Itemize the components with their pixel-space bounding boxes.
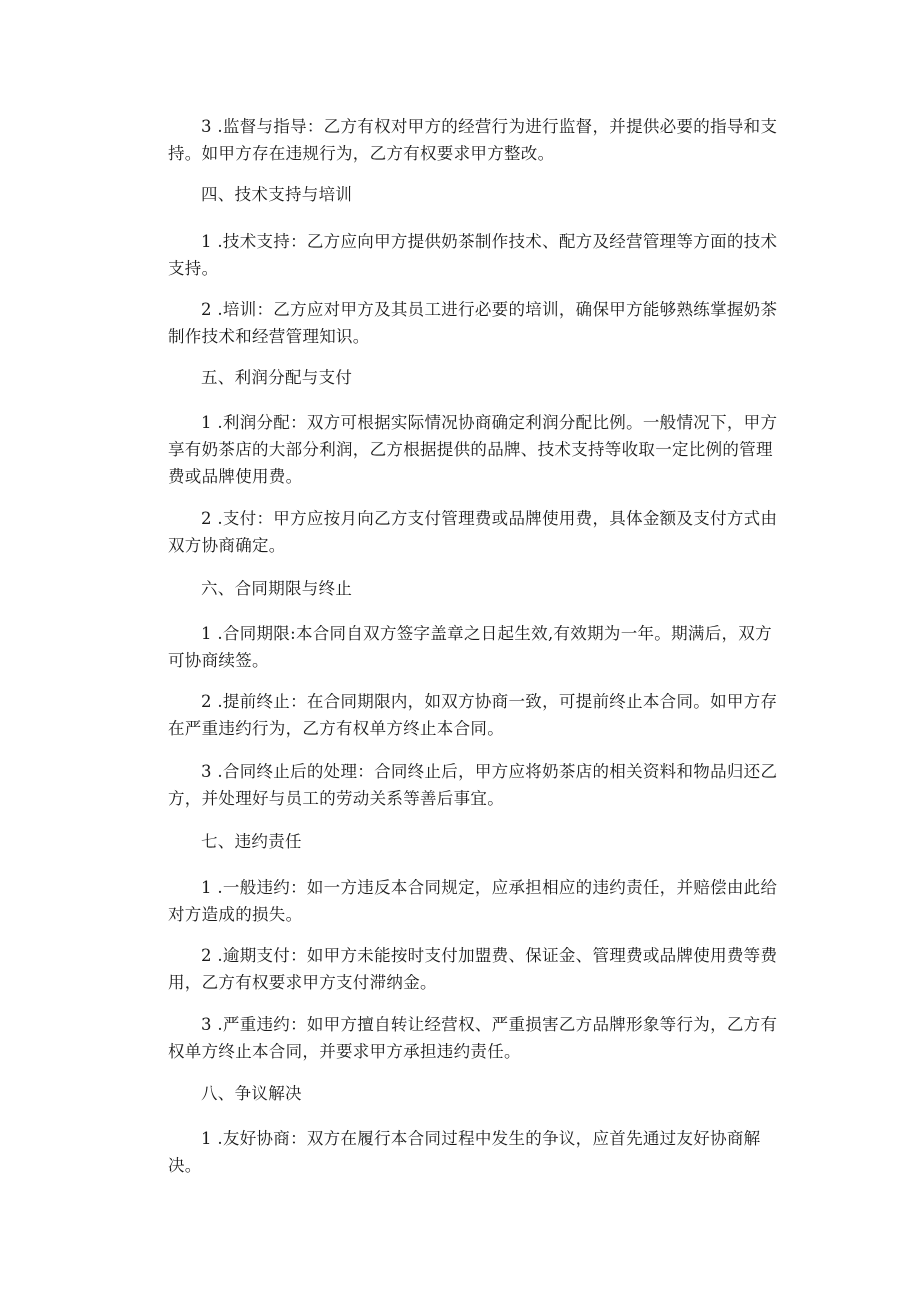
clause-paragraph: 3 .严重违约：如甲方擅自转让经营权、严重损害乙方品牌形象等行为，乙方有权单方终止本合同，并要求甲方承担违约责任。 — [168, 1015, 778, 1061]
clause-paragraph: 3 .合同终止后的处理：合同终止后，甲方应将奶茶店的相关资料和物品归还乙方，并处理好与员工的劳动关系等善后事宜。 — [168, 762, 778, 808]
clause-paragraph: 2 .支付：甲方应按月向乙方支付管理费或品牌使用费，具体金额及支付方式由双方协商确定。 — [168, 509, 778, 555]
clause-paragraph: 1 .利润分配：双方可根据实际情况协商确定利润分配比例。一般情况下，甲方享有奶茶店的大部分利润，乙方根据提供的品牌、技术支持等收取一定比例的管理费或品牌使用费。 — [168, 413, 778, 486]
clause-paragraph: 2 .提前终止：在合同期限内，如双方协商一致，可提前终止本合同。如甲方存在严重违约行为，乙方有权单方终止本合同。 — [168, 692, 778, 738]
clause-paragraph: 2 .逾期支付：如甲方未能按时支付加盟费、保证金、管理费或品牌使用费等费用，乙方有权要求甲方支付滞纳金。 — [168, 946, 778, 992]
section-heading: 七、违约责任 — [201, 832, 302, 851]
section-heading: 八、争议解决 — [201, 1084, 302, 1103]
section-heading: 四、技术支持与培训 — [201, 185, 353, 204]
clause-paragraph: 1 .友好协商：双方在履行本合同过程中发生的争议，应首先通过友好协商解决。 — [168, 1129, 761, 1175]
clause-paragraph: 1 .一般违约：如一方违反本合同规定，应承担相应的违约责任，并赔偿由此给对方造成的损失。 — [168, 878, 778, 924]
section-heading: 五、利润分配与支付 — [201, 368, 353, 387]
clause-paragraph: 1 .技术支持：乙方应向甲方提供奶茶制作技术、配方及经营管理等方面的技术支持。 — [168, 232, 778, 278]
clause-paragraph: 3 .监督与指导：乙方有权对甲方的经营行为进行监督，并提供必要的指导和支持。如甲方存在违规行为，乙方有权要求甲方整改。 — [168, 117, 778, 163]
clause-paragraph: 2 .培训：乙方应对甲方及其员工进行必要的培训，确保甲方能够熟练掌握奶茶制作技术和经营管理知识。 — [168, 300, 778, 346]
section-heading: 六、合同期限与终止 — [201, 579, 353, 598]
clause-paragraph: 1 .合同期限:本合同自双方签字盖章之日起生效,有效期为一年。期满后，双方可协商续签。 — [168, 624, 772, 670]
